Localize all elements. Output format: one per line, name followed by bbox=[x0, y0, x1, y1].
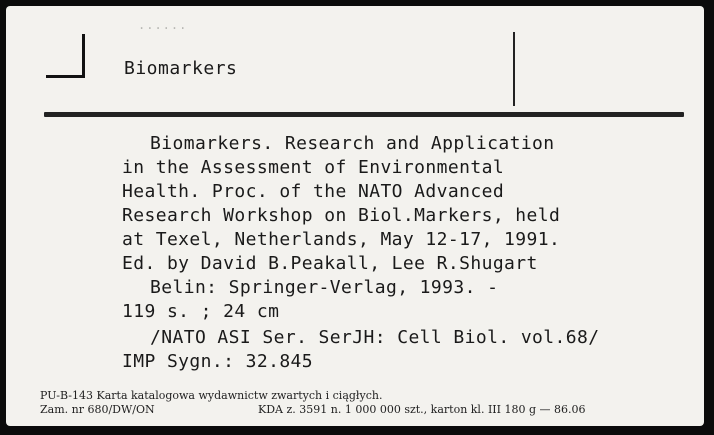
corner-mark-vertical bbox=[82, 34, 85, 78]
footer-order-number: Zam. nr 680/DW/ON bbox=[40, 403, 155, 416]
description-line: Health. Proc. of the NATO Advanced bbox=[122, 181, 505, 202]
footer-print-info: KDA z. 3591 n. 1 000 000 szt., karton kl. III 180 g — 86.06 bbox=[258, 403, 586, 416]
description-line: at Texel, Netherlands, May 12-17, 1991. bbox=[122, 229, 561, 250]
corner-mark-horizontal bbox=[46, 75, 85, 78]
description-line: 119 s. ; 24 cm bbox=[122, 301, 280, 322]
description-line: Belin: Springer-Verlag, 1993. - bbox=[150, 277, 499, 298]
faint-stamp: ...... bbox=[138, 18, 188, 32]
description-line: Ed. by David B.Peakall, Lee R.Shugart bbox=[122, 253, 538, 274]
description-line: Biomarkers. Research and Application bbox=[150, 133, 555, 154]
vertical-divider bbox=[513, 32, 515, 106]
description-line: /NATO ASI Ser. SerJH: Cell Biol. vol.68/ bbox=[150, 327, 600, 348]
horizontal-rule bbox=[44, 112, 684, 117]
footer-form-line: PU-B-143 Karta katalogowa wydawnictw zwartych i ciągłych. bbox=[40, 389, 383, 402]
description-line: Research Workshop on Biol.Markers, held bbox=[122, 205, 561, 226]
description-line: IMP Sygn.: 32.845 bbox=[122, 351, 314, 372]
card-heading: Biomarkers bbox=[124, 58, 238, 79]
catalog-card bbox=[6, 6, 704, 426]
description-line: in the Assessment of Environmental bbox=[122, 157, 505, 178]
